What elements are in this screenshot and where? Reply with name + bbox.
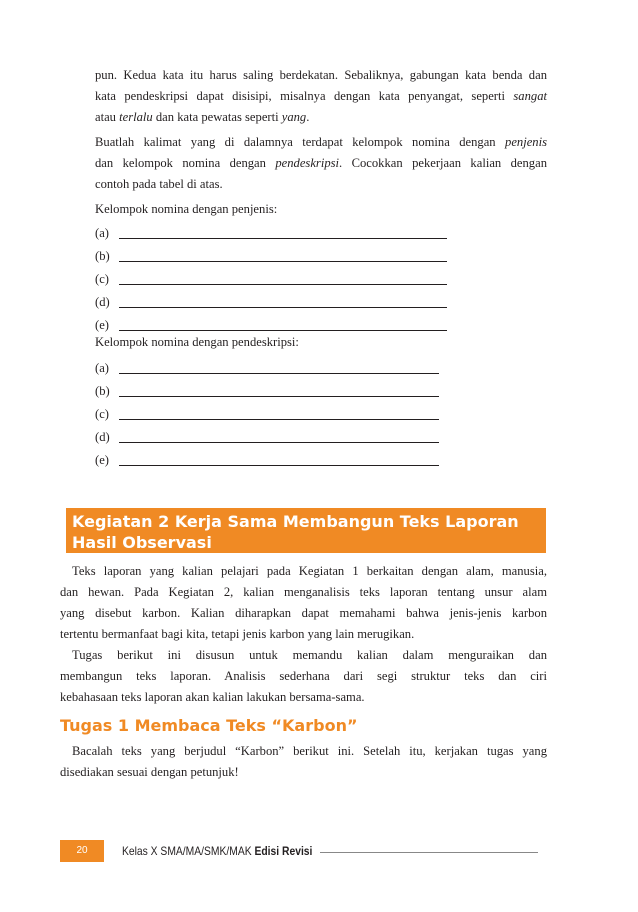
- intro-line-3-c: .: [306, 110, 310, 124]
- task-line-1: [95, 132, 547, 153]
- section-banner: [66, 508, 546, 553]
- group2-item-a: [95, 361, 119, 375]
- section-para1-line-2: dan hewan. Pada Kegiatan 2, kalian menganalisis teks laporan tentang unsur alam: [60, 585, 547, 599]
- answer-line: [119, 465, 439, 466]
- task-line-2-emphasis: pendeskripsi: [275, 156, 340, 170]
- item-label: (b): [95, 384, 110, 398]
- group2-item-e: [95, 453, 119, 467]
- group1-item-b: [95, 249, 119, 263]
- answer-line: [119, 284, 447, 285]
- group2-item-d: [95, 430, 119, 444]
- task-line-2-text: dan kelompok nomina dengan: [95, 156, 276, 170]
- intro-line-2: [95, 86, 547, 107]
- answer-line: [119, 238, 447, 239]
- answer-line: [119, 261, 447, 262]
- answer-line: [119, 419, 439, 420]
- tugas-heading: Tugas 1 Membaca Teks “Karbon”: [60, 716, 358, 735]
- group1-item-a: [95, 226, 119, 240]
- tugas-para-line-2: disediakan sesuai dengan petunjuk!: [60, 765, 239, 779]
- intro-line-3-emphasis-2: yang: [281, 110, 307, 124]
- group2-item-c: [95, 407, 119, 421]
- group1-item-e: [95, 318, 119, 332]
- item-label: (c): [95, 407, 109, 421]
- intro-line-1: pun. Kedua kata itu harus saling berdekatan. Sebaliknya, gabungan kata benda dan: [95, 68, 547, 82]
- section-para1-line-1: Teks laporan yang kalian pelajari pada Kegiatan 1 berkaitan dengan alam, manusia,: [72, 564, 547, 578]
- answer-line: [119, 442, 439, 443]
- group1-title: Kelompok nomina dengan penjenis:: [95, 202, 278, 216]
- group2-title: Kelompok nomina dengan pendeskripsi:: [95, 335, 299, 349]
- task-line-2: [95, 153, 547, 174]
- task-line-3: contoh pada tabel di atas.: [95, 177, 223, 191]
- footer-book-title: [122, 844, 312, 858]
- item-label: (d): [95, 295, 110, 309]
- page-number-badge: 20: [60, 840, 104, 862]
- footer-edition: Edisi Revisi: [254, 844, 313, 858]
- footer-divider: [320, 852, 538, 853]
- group1-item-c: [95, 272, 119, 286]
- item-label: (c): [95, 272, 109, 286]
- section-para2-line-2: membangun teks laporan. Analisis sederhana dari segi struktur teks dan ciri: [60, 669, 547, 683]
- group1-item-d: [95, 295, 119, 309]
- intro-line-3: [95, 107, 309, 128]
- item-label: (b): [95, 249, 110, 263]
- section-para1-line-4: tertentu bermanfaat bagi kita, tetapi jenis karbon yang lain merugikan.: [60, 627, 415, 641]
- section-para2-line-3: kebahasaan teks laporan akan kalian lakukan bersama-sama.: [60, 690, 365, 704]
- task-line-1-text: Buatlah kalimat yang di dalamnya terdapat kelompok nomina dengan: [95, 135, 506, 149]
- banner-title-line-1: Kegiatan 2 Kerja Sama Membangun Teks Laporan: [72, 512, 519, 531]
- footer-title-text: Kelas X SMA/MA/SMK/MAK: [122, 844, 252, 858]
- section-para1-line-3: yang disebut karbon. Kalian diharapkan dapat memahami bahwa jenis-jenis karbon: [60, 606, 547, 620]
- task-line-2-post: . Cocokkan pekerjaan kalian dengan: [339, 156, 547, 170]
- group2-item-b: [95, 384, 119, 398]
- item-label: (a): [95, 361, 109, 375]
- answer-line: [119, 373, 439, 374]
- answer-line: [119, 396, 439, 397]
- intro-line-3-a: atau: [95, 110, 120, 124]
- intro-line-2-text: kata pendeskripsi dapat disisipi, misalnya dengan kata penyangat, seperti: [95, 89, 514, 103]
- tugas-para-line-1: Bacalah teks yang berjudul “Karbon” berikut ini. Setelah itu, kerjakan tugas yang: [72, 744, 547, 758]
- item-label: (e): [95, 453, 109, 467]
- task-line-1-emphasis: penjenis: [505, 135, 547, 149]
- intro-line-3-emphasis: terlalu: [119, 110, 153, 124]
- item-label: (a): [95, 226, 109, 240]
- answer-line: [119, 307, 447, 308]
- answer-line: [119, 330, 447, 331]
- intro-line-3-b: dan kata pewatas seperti: [152, 110, 282, 124]
- intro-line-2-emphasis: sangat: [513, 89, 547, 103]
- item-label: (e): [95, 318, 109, 332]
- item-label: (d): [95, 430, 110, 444]
- section-para2-line-1: Tugas berikut ini disusun untuk memandu kalian dalam menguraikan dan: [72, 648, 547, 662]
- banner-title-line-2: Hasil Observasi: [72, 533, 212, 552]
